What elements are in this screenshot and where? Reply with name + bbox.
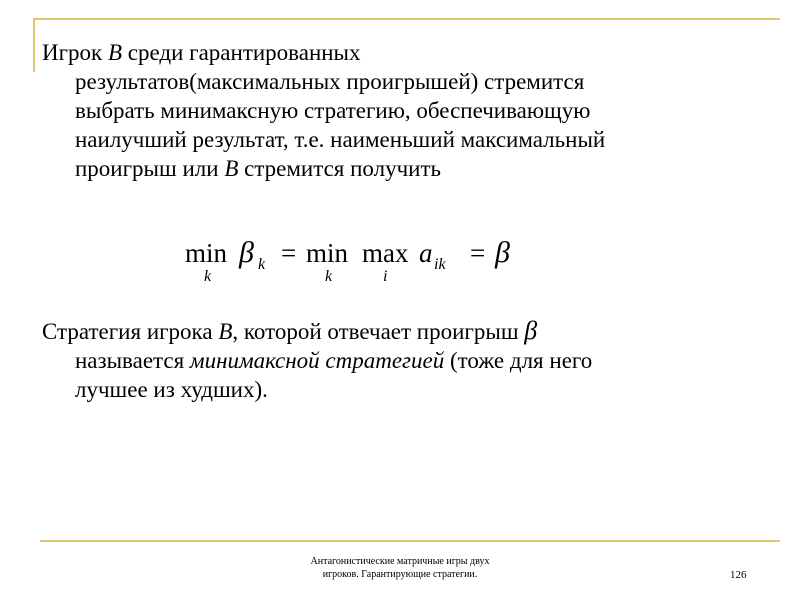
- formula-a: a: [419, 238, 433, 268]
- minimax-formula: [185, 234, 545, 294]
- paragraph1-line5: [42, 154, 605, 183]
- paragraph1-line2: результатов(максимальных проигрышей) стремится: [75, 69, 585, 94]
- text-segment: (тоже для него: [444, 348, 593, 373]
- text-segment: , которой отвечает проигрыш: [232, 319, 525, 344]
- paragraph1-line3: выбрать минимаксную стратегию, обеспечивающую: [75, 98, 591, 123]
- text-segment: Стратегия игрока: [42, 319, 219, 344]
- text-segment: Игрок: [42, 40, 108, 65]
- paragraph1-line4: наилучший результат, т.е. наименьший максимальный: [75, 127, 606, 152]
- footer-line1: Антагонистические матричные игры двух: [310, 556, 490, 567]
- paragraph-player-b-goal: [42, 38, 605, 183]
- formula-max-operator: max: [362, 238, 409, 268]
- left-decorative-rule: [33, 18, 35, 72]
- paragraph-minimax-definition: [42, 316, 592, 404]
- page-number: 126: [730, 569, 747, 581]
- top-decorative-rule: [35, 18, 780, 20]
- formula-min-operator-2: min: [306, 238, 349, 268]
- formula-equals: =: [281, 238, 297, 268]
- formula-equals-2: =: [470, 238, 486, 268]
- formula-beta-k: β: [239, 236, 254, 269]
- text-segment: среди гарантированных: [122, 40, 361, 65]
- minimax-term: минимаксной стратегией: [189, 348, 445, 373]
- formula-a-subscript: ik: [434, 256, 446, 273]
- beta-symbol: β: [524, 316, 538, 345]
- paragraph2-line1: [42, 316, 592, 346]
- paragraph2-line3: лучшее из худших).: [75, 377, 268, 402]
- paragraph2-line2: [42, 346, 592, 375]
- text-segment: проигрыш или: [75, 156, 225, 181]
- player-b-symbol: B: [107, 40, 123, 65]
- player-b-symbol: B: [218, 319, 233, 344]
- formula-min2-subscript: k: [325, 268, 333, 285]
- bottom-decorative-rule: [40, 540, 780, 542]
- slide-footer: [240, 555, 560, 581]
- text-segment: называется: [75, 348, 190, 373]
- formula-max-subscript: i: [383, 268, 388, 285]
- formula-min-operator: min: [185, 238, 228, 268]
- formula-min-subscript: k: [204, 268, 212, 285]
- formula-beta-subscript: k: [258, 256, 266, 273]
- text-segment: стремится получить: [238, 156, 442, 181]
- formula-beta: β: [495, 236, 510, 269]
- footer-line2: игроков. Гарантирующие стратегии.: [322, 569, 478, 580]
- player-b-symbol: B: [224, 156, 239, 181]
- paragraph1-line1: [42, 38, 605, 67]
